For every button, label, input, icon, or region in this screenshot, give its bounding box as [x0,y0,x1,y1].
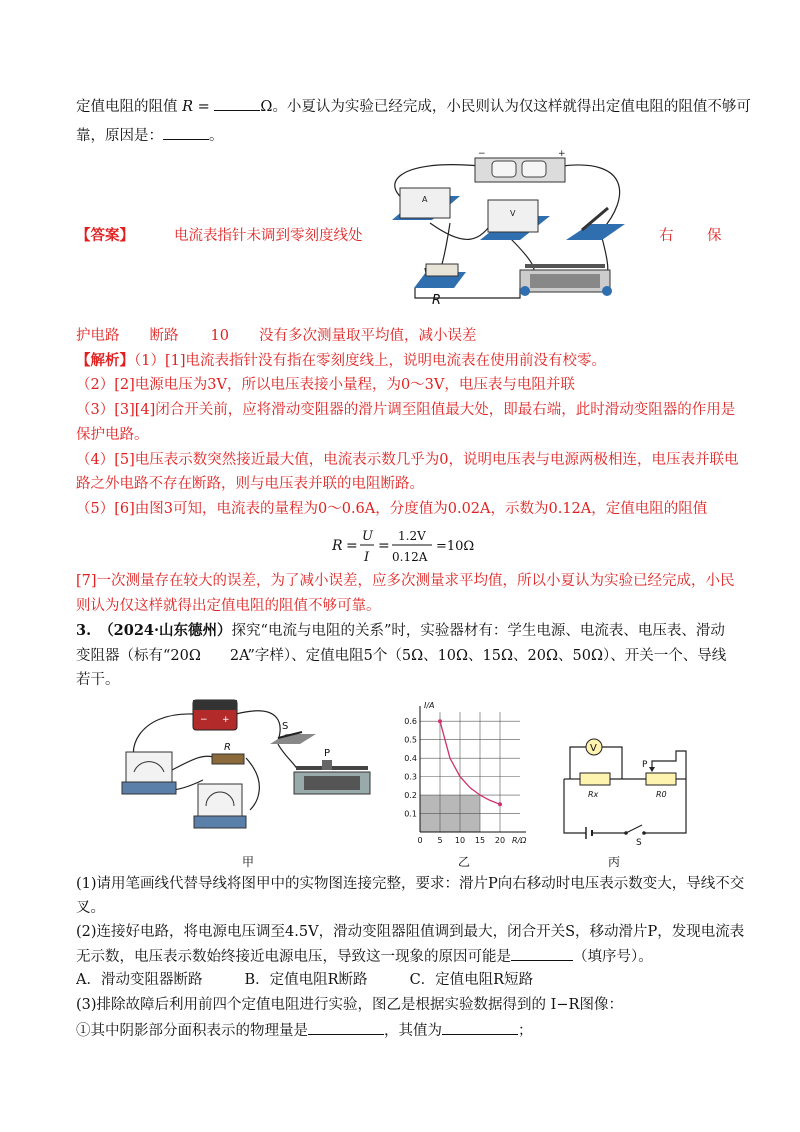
r0-label: R0 [656,790,667,799]
q3-p3a: ①其中阴影部分面积表示的物理量是 ，其值为 ； [76,1020,533,1041]
x-tick-label: 5 [437,836,443,845]
y-tick-label: 0.4 [404,754,417,764]
answer-line-1: 【答案】 电流表指针未调到零刻度线处 [76,227,363,244]
data-point [438,719,442,723]
svg-text:−: − [200,715,208,725]
analysis-line-9: 则认为仅这样就得出定值电阻的阻值不够可靠。 [76,598,381,614]
q2-line-2: 靠，原因是： 。 [76,125,224,146]
analysis-line-5: （4）[5]电压表示数突然接近最大值，电流表示数几乎为0，说明电压表与电源两极相连，电压表并联电 [76,452,739,468]
svg-text:U: U [362,529,373,544]
svg-text:1.2V: 1.2V [398,529,426,543]
x-tick-label: 10 [454,836,466,845]
answer-blank[interactable] [163,125,209,140]
option-a: A．滑动变阻器断路 [76,972,203,988]
svg-text:+: + [558,149,566,159]
q3-line-2: 变阻器（标有“20Ω 2A”字样）、定值电阻5个（5Ω、10Ω、15Ω、20Ω、50Ω）、开关一个、导线 [76,648,727,664]
q3-p3: (3)排除故障后利用前四个定值电阻进行实验，图乙是根据实验数据得到的 I−R图像： [76,997,623,1013]
answer-blank[interactable] [308,1020,384,1035]
data-point [498,802,502,806]
answer-blank[interactable] [511,946,573,961]
option-b: B．定值电阻R断路 [244,972,368,988]
svg-text:V: V [510,209,516,218]
analysis-line-6: 路之外电路不存在断路，则与电压表并联的电阻断路。 [76,476,424,492]
answer-right-2: 保 [707,228,722,244]
q3-line-1: 3. （2024·山东德州）探究“电流与电阻的关系”时，实验器材有：学生电源、电流表、电压表、滑动 [76,622,725,639]
fig-yi-caption: 乙 [458,855,471,869]
y-tick-label: 0.5 [404,735,417,745]
formula [332,522,492,568]
q3-options [76,970,533,990]
q3-p1: (1)请用笔画线代替导线将图甲中的实物图连接完整，要求：滑片P向右移动时电压表示数变大，导线不交 [76,876,745,892]
voltmeter-label: V [590,743,597,754]
svg-text:0.12A: 0.12A [392,550,428,564]
q3-p1b: 叉。 [76,900,105,916]
q3-p2: (2)连接好电路，将电源电压调至4.5V，滑动变阻器阻值调到最大，闭合开关S，移动滑片P，发现电流表 [76,924,745,940]
answer-line-2: 护电路 断路 10 没有多次测量取平均值，减小误差 [76,328,477,344]
y-tick-label: 0.3 [404,772,417,782]
chart-i-r [396,700,536,850]
x-tick-label: 15 [474,836,486,845]
svg-text:I: I [364,550,370,565]
switch-label: S [636,838,642,847]
i-r-curve [440,721,500,804]
figure-jia [118,692,380,842]
analysis-line-7: （5）[6]由图3可知，电流表的量程为0～0.6A，分度值为0.02A，示数为0.12A，定值电阻的阻值 [76,501,708,517]
resistor-label: R [224,742,231,753]
svg-text:=: = [346,538,358,554]
analysis-line-1: 【解析】（1）[1]电流表指针没有指在零刻度线上，说明电流表在使用前没有校零。 [76,352,607,369]
x-tick-label: 0 [417,836,423,845]
y-tick-label: 0.1 [404,809,417,819]
q3-line-3: 若干。 [76,672,120,688]
q3-p2b: 无示数，电压表示数始终接近电源电压，导致这一现象的原因可能是 （填序号）。 [76,946,653,967]
slider-label: P [324,748,331,759]
x-axis-label: R/Ω [512,836,527,845]
switch-label: S [282,721,289,732]
svg-text:−: − [478,149,486,159]
y-axis-label: I/A [424,701,435,710]
answer-blank[interactable] [442,1020,518,1035]
q2-line-1: 定值电阻的阻值 R = Ω。小夏认为实验已经完成，小民则认为仅这样就得出定值电阻的阻值不够可 [76,96,751,117]
circuit-figure-top [370,148,640,316]
svg-text:+: + [222,715,230,725]
svg-text:=: = [378,538,390,554]
r-symbol: R [182,99,194,115]
answer-right: 右 [659,228,674,244]
fig-jia-caption: 甲 [242,855,255,869]
svg-text:=10Ω: =10Ω [436,539,475,554]
svg-text:A: A [422,195,428,204]
analysis-line-4: 保护电路。 [76,427,149,443]
rx-label: Rx [588,790,599,799]
option-c: C．定值电阻R短路 [409,972,534,988]
analysis-line-2: （2）[2]电源电压为3V，所以电压表接小量程，为0～3V，电压表与电阻并联 [76,377,575,393]
resistor-label: R [432,293,442,308]
y-tick-label: 0.2 [404,791,417,801]
y-tick-label: 0.6 [404,717,417,727]
answer-blank[interactable] [214,96,260,111]
analysis-line-8: [7]一次测量存在较大的误差，为了减小误差，应多次测量求平均值，所以小夏认为实验已经完成，小民 [76,573,735,589]
fig-bing-caption: 丙 [608,855,621,869]
svg-text:R: R [332,538,343,554]
x-tick-label: 20 [494,836,506,845]
figure-bing-circuit [550,735,700,847]
analysis-line-3: （3）[3][4]闭合开关前，应将滑动变阻器的滑片调至阻值最大处，即最右端，此时滑动变阻器的作用是 [76,402,736,418]
slider-p-label: P [642,760,648,770]
